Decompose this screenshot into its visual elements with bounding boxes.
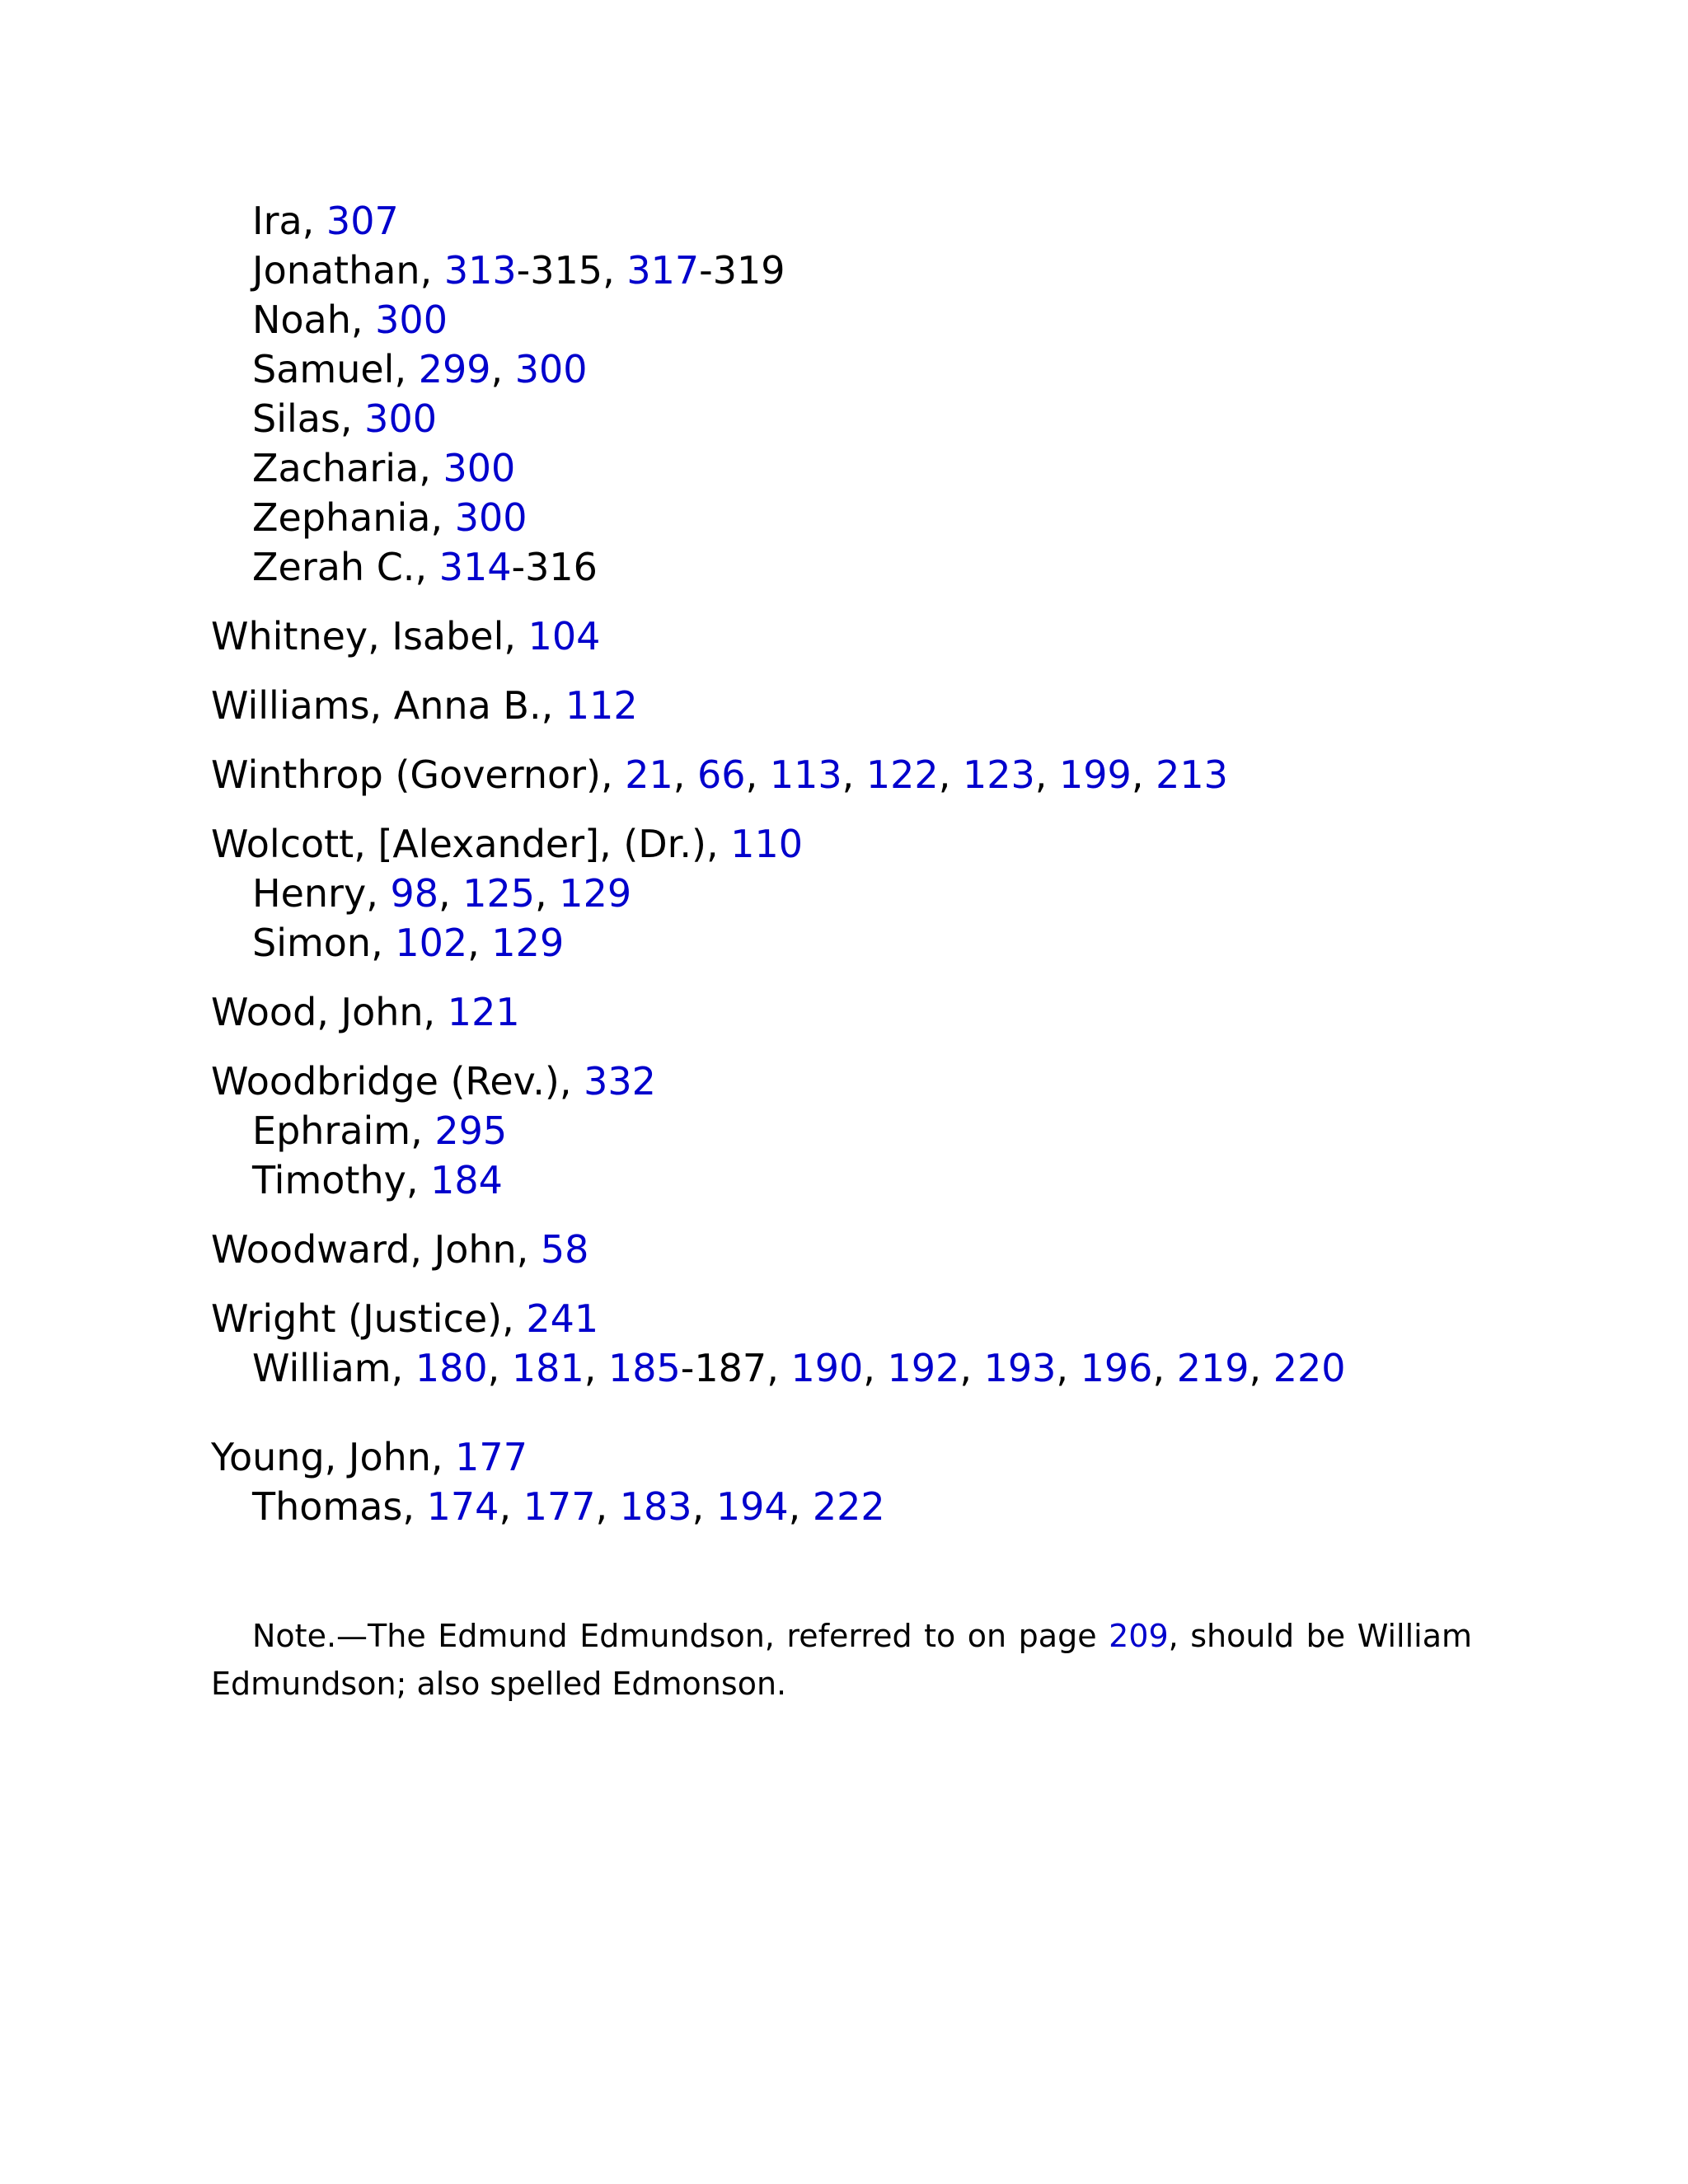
page-link[interactable]: 177	[523, 1484, 596, 1529]
page-link[interactable]: 180	[415, 1346, 488, 1390]
entry-name: Woodbridge (Rev.)	[211, 1059, 560, 1104]
note-page-link[interactable]: 209	[1109, 1618, 1169, 1654]
separator: ,	[535, 871, 560, 916]
page-link[interactable]: 98	[390, 871, 438, 916]
page-link[interactable]: 129	[491, 921, 565, 965]
entry-name: Ephraim	[252, 1108, 411, 1153]
page-link[interactable]: 213	[1156, 752, 1228, 797]
entry-name: Timothy	[252, 1158, 406, 1202]
entry-name: Silas	[252, 396, 340, 441]
page-link[interactable]: 307	[326, 199, 399, 243]
index-entry	[211, 1057, 1472, 1106]
page-link[interactable]: 300	[375, 298, 448, 342]
separator: ,	[467, 921, 492, 965]
page-link[interactable]: 194	[715, 1484, 789, 1529]
entry-name: Winthrop (Governor)	[211, 752, 601, 797]
index-subentry	[211, 196, 1472, 246]
entry-name: Whitney, Isabel	[211, 614, 504, 658]
entry-name: Ira	[252, 199, 302, 243]
separator: ,	[1249, 1346, 1273, 1390]
note-text-after: , should be William Edmundson; also spelled Edmonson.	[211, 1618, 1472, 1702]
separator: ,	[516, 1227, 541, 1272]
entry-name: Woodward, John	[211, 1227, 517, 1272]
separator: ,	[410, 1108, 435, 1153]
entry-name: Noah	[252, 298, 351, 342]
index-subentry	[211, 443, 1472, 493]
separator: ,	[366, 871, 391, 916]
separator: ,	[406, 1158, 431, 1202]
page-range-end: -315	[516, 248, 603, 293]
page-link[interactable]: 184	[430, 1158, 503, 1202]
index-entry	[211, 1294, 1472, 1343]
separator: ,	[959, 1346, 984, 1390]
page-link[interactable]: 300	[454, 495, 528, 540]
index-subentry	[211, 869, 1472, 918]
index-entry	[211, 1225, 1472, 1274]
index-entry	[211, 987, 1472, 1037]
page-link[interactable]: 123	[962, 752, 1035, 797]
index-subentry	[211, 918, 1472, 968]
page-link[interactable]: 190	[790, 1346, 864, 1390]
separator: ,	[394, 347, 419, 391]
index-subentry	[211, 246, 1472, 295]
separator: ,	[767, 1346, 791, 1390]
page-link[interactable]: 110	[730, 822, 804, 866]
separator: ,	[402, 1484, 427, 1529]
separator: ,	[584, 1346, 608, 1390]
index-subentry	[211, 295, 1472, 344]
separator: ,	[603, 248, 627, 293]
page-link[interactable]: 199	[1059, 752, 1132, 797]
entry-name: Zephania	[252, 495, 431, 540]
separator: ,	[499, 1484, 523, 1529]
page-link[interactable]: 299	[418, 347, 491, 391]
page-link[interactable]: 314	[438, 545, 512, 589]
separator: ,	[490, 347, 515, 391]
page-link[interactable]: 122	[865, 752, 939, 797]
separator: ,	[302, 199, 326, 243]
page-link[interactable]: 112	[565, 683, 638, 728]
entry-name: Wood, John	[211, 990, 424, 1034]
page-link[interactable]: 317	[626, 248, 700, 293]
separator: ,	[559, 1059, 584, 1104]
separator: ,	[391, 1346, 415, 1390]
page-link[interactable]: 125	[462, 871, 536, 916]
index-subentry	[211, 542, 1472, 592]
separator: ,	[692, 1484, 716, 1529]
index-subentry	[211, 1155, 1472, 1205]
page-link[interactable]: 121	[447, 990, 520, 1034]
page-link[interactable]: 185	[607, 1346, 681, 1390]
page-link[interactable]: 58	[540, 1227, 589, 1272]
entry-name: William	[252, 1346, 392, 1390]
page-link[interactable]: 177	[455, 1435, 528, 1479]
entry-name: Zerah C.	[252, 545, 415, 589]
separator: ,	[438, 871, 463, 916]
page-link[interactable]: 193	[983, 1346, 1057, 1390]
separator: ,	[430, 495, 455, 540]
page-link[interactable]: 113	[769, 752, 842, 797]
page-link[interactable]: 129	[559, 871, 632, 916]
separator: ,	[938, 752, 963, 797]
index-entry	[211, 612, 1472, 661]
separator: ,	[842, 752, 866, 797]
separator: ,	[673, 752, 698, 797]
index-group	[211, 1294, 1472, 1393]
page-link[interactable]: 174	[426, 1484, 499, 1529]
entry-name: Thomas	[252, 1484, 403, 1529]
page-link[interactable]: 222	[812, 1484, 885, 1529]
index-group	[211, 681, 1472, 730]
entry-name: Simon	[252, 921, 372, 965]
page-link[interactable]: 183	[619, 1484, 692, 1529]
index-entry	[211, 750, 1472, 799]
page-link[interactable]: 66	[697, 752, 746, 797]
index-subentry	[211, 1343, 1472, 1393]
page-link[interactable]: 196	[1080, 1346, 1153, 1390]
index-entry	[211, 681, 1472, 730]
separator: ,	[595, 1484, 620, 1529]
index-group	[211, 987, 1472, 1037]
separator: ,	[504, 614, 528, 658]
separator: ,	[541, 683, 565, 728]
page-link[interactable]: 220	[1273, 1346, 1346, 1390]
separator: ,	[423, 990, 448, 1034]
index-list	[211, 196, 1472, 1551]
separator: ,	[487, 1346, 512, 1390]
page-link[interactable]: 219	[1176, 1346, 1250, 1390]
index-subentry	[211, 1482, 1472, 1531]
separator: ,	[1056, 1346, 1081, 1390]
entry-name: Wolcott, [Alexander], (Dr.)	[211, 822, 706, 866]
page-link[interactable]: 241	[526, 1296, 599, 1341]
index-group	[211, 1432, 1472, 1531]
index-subentry	[211, 394, 1472, 443]
page-link[interactable]: 192	[887, 1346, 960, 1390]
index-entry	[211, 819, 1472, 869]
page-link[interactable]: 300	[443, 446, 516, 490]
index-group	[211, 750, 1472, 799]
page-link[interactable]: 181	[511, 1346, 584, 1390]
separator: ,	[502, 1296, 527, 1341]
entry-name: Zacharia	[252, 446, 420, 490]
index-note	[211, 1612, 1472, 1708]
index-group	[211, 1057, 1472, 1205]
page-link[interactable]: 300	[514, 347, 588, 391]
index-group	[211, 196, 1472, 592]
index-subentry	[211, 493, 1472, 542]
separator: ,	[350, 298, 376, 342]
separator: ,	[1131, 752, 1156, 797]
separator: ,	[340, 396, 365, 441]
entry-name: Williams, Anna B.	[211, 683, 542, 728]
page-link[interactable]: 313	[443, 248, 517, 293]
page-range-end: -319	[699, 248, 785, 293]
page-link[interactable]: 21	[625, 752, 673, 797]
separator: ,	[745, 752, 770, 797]
separator: ,	[1152, 1346, 1177, 1390]
entry-name: Wright (Justice)	[211, 1296, 503, 1341]
index-group	[211, 819, 1472, 968]
separator: ,	[1034, 752, 1060, 797]
entry-name: Young, John	[211, 1435, 431, 1479]
separator: ,	[430, 1435, 456, 1479]
page-link[interactable]: 295	[434, 1108, 508, 1153]
page-link[interactable]: 332	[584, 1059, 656, 1104]
separator: ,	[600, 752, 626, 797]
separator: ,	[706, 822, 731, 866]
entry-name: Jonathan	[252, 248, 420, 293]
page-link[interactable]: 102	[395, 921, 468, 965]
page-range-end: -187	[680, 1346, 767, 1390]
separator: ,	[419, 446, 443, 490]
separator: ,	[420, 248, 444, 293]
index-group	[211, 612, 1472, 661]
separator: ,	[415, 545, 439, 589]
page-link[interactable]: 300	[364, 396, 437, 441]
page-link[interactable]: 104	[528, 614, 601, 658]
page-range-end: -316	[511, 545, 598, 589]
separator: ,	[371, 921, 396, 965]
separator: ,	[863, 1346, 888, 1390]
index-group	[211, 1225, 1472, 1274]
note-text-before: Note.—The Edmund Edmundson, referred to on page	[252, 1618, 1109, 1654]
index-entry	[211, 1432, 1472, 1482]
index-subentry	[211, 1106, 1472, 1155]
entry-name: Henry	[252, 871, 367, 916]
entry-name: Samuel	[252, 347, 395, 391]
index-subentry	[211, 344, 1472, 394]
separator: ,	[788, 1484, 813, 1529]
